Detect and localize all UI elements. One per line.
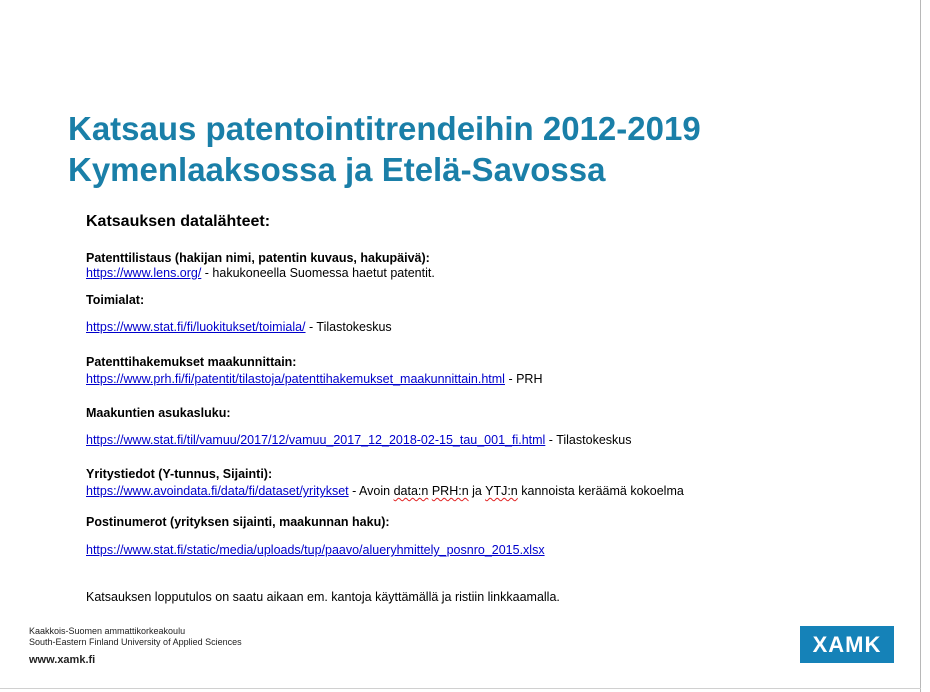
slide-bottom-edge — [0, 688, 921, 689]
xamk-logo-text: XAMK — [812, 631, 882, 657]
link-stat-vamuu-suffix: - Tilastokeskus — [545, 433, 632, 447]
link-stat-paavo[interactable]: https://www.stat.fi/static/media/uploads/tup/paavo/alueryhmittely_posnro_2015.xlsx — [86, 543, 545, 557]
section-heading-industries: Toimialat: — [86, 293, 145, 307]
link-stat-toimiala[interactable]: https://www.stat.fi/fi/luokitukset/toimiala/ — [86, 320, 306, 334]
title-line-2: Kymenlaaksossa ja Etelä-Savossa — [68, 151, 606, 188]
footer-organization — [29, 626, 242, 648]
section-heading-postcodes: Postinumerot (yrityksen sijainti, maakunnan haku): — [86, 515, 390, 529]
section-heading-companies: Yritystiedot (Y-tunnus, Sijainti): — [86, 467, 273, 481]
link-avoindata[interactable]: https://www.avoindata.fi/data/fi/dataset/yritykset — [86, 484, 349, 498]
link-lens[interactable]: https://www.lens.org/ — [86, 266, 202, 280]
section-heading-applications: Patenttihakemukset maakunnittain: — [86, 355, 297, 369]
section-heading-population: Maakuntien asukasluku: — [86, 406, 231, 420]
footer-org-en: South-Eastern Finland University of Applied Sciences — [29, 637, 242, 647]
section-line-companies — [86, 484, 684, 499]
section-line-industries — [86, 320, 392, 335]
conclusion-text: Katsauksen lopputulos on saatu aikaan em. kantoja käyttämällä ja ristiin linkkaamalla. — [86, 590, 560, 604]
companies-suffix-prh: PRH:n — [431, 484, 469, 498]
sources-heading: Katsauksen datalähteet: — [86, 213, 271, 230]
footer-org-fi: Kaakkois-Suomen ammattikorkeakoulu — [29, 626, 186, 636]
companies-suffix-a: - Avoin — [348, 484, 394, 498]
companies-suffix-data: data:n — [393, 484, 429, 498]
section-heading-patent-list: Patenttilistaus (hakijan nimi, patentin kuvaus, hakupäivä): — [86, 251, 430, 265]
slide-title — [68, 108, 908, 190]
section-line-applications — [86, 372, 542, 387]
link-prh-suffix: - PRH — [504, 372, 543, 386]
title-line-1: Katsaus patentointitrendeihin 2012-2019 — [68, 110, 701, 147]
companies-suffix-ytj: YTJ:n — [485, 484, 518, 498]
companies-suffix-ja: ja — [468, 484, 486, 498]
link-prh[interactable]: https://www.prh.fi/fi/patentit/tilastoja/patenttihakemukset_maakunnittain.html — [86, 372, 505, 386]
link-stat-toimiala-suffix: - Tilastokeskus — [305, 320, 392, 334]
link-stat-vamuu[interactable]: https://www.stat.fi/til/vamuu/2017/12/vamuu_2017_12_2018-02-15_tau_001_fi.html — [86, 433, 546, 447]
section-line-population — [86, 433, 631, 448]
link-lens-suffix: - hakukoneella Suomessa haetut patentit. — [201, 266, 435, 280]
footer-website: www.xamk.fi — [29, 654, 96, 666]
section-line-postcodes — [86, 543, 545, 558]
section-line-patent-list — [86, 266, 435, 281]
xamk-logo — [800, 626, 894, 663]
slide-right-edge — [920, 0, 921, 692]
companies-suffix-rest: kannoista keräämä kokoelma — [517, 484, 684, 498]
